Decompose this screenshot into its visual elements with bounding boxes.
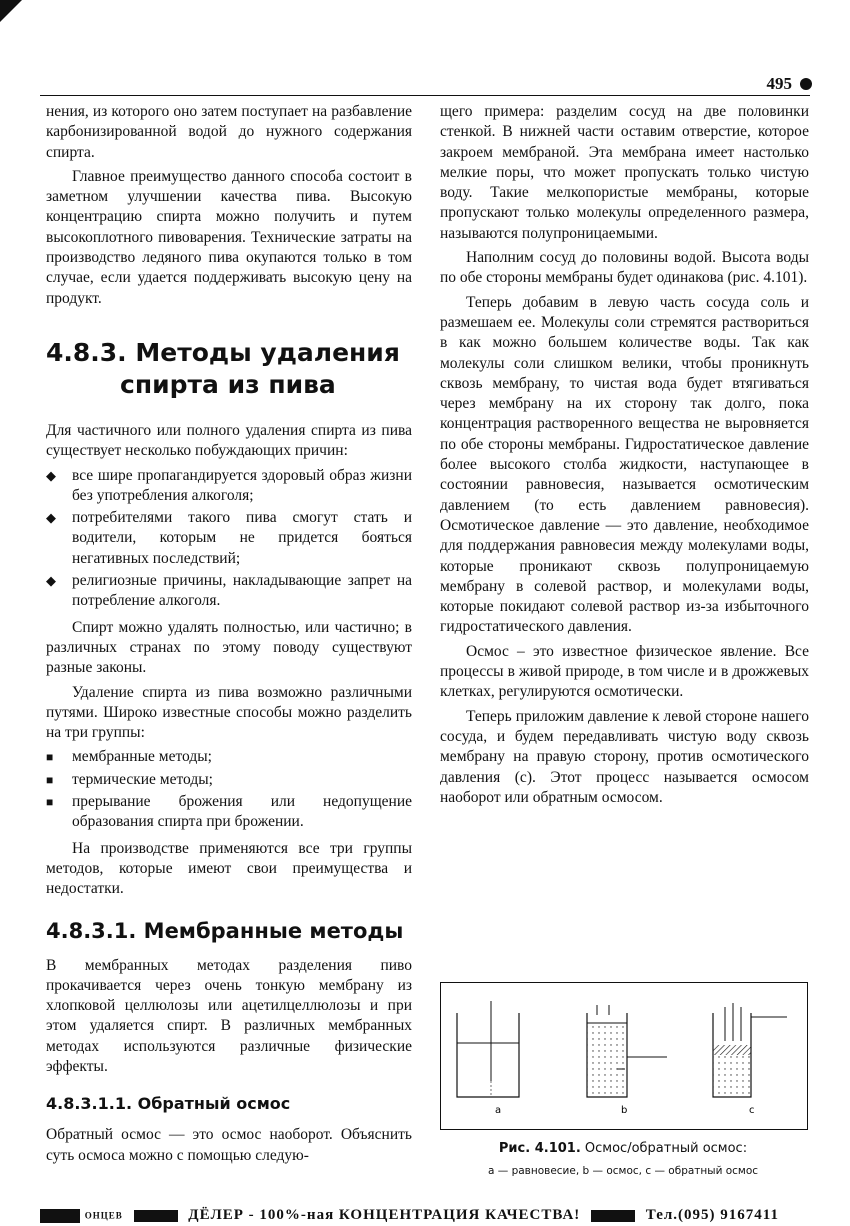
list-item: ■ мембранные методы; (46, 747, 412, 767)
list-item: ■ термические методы; (46, 770, 412, 790)
page-number: 495 (766, 74, 792, 93)
right-column (440, 102, 809, 812)
paragraph: Теперь приложим давление к левой стороне нашего сосуда, и будем передавливать чистую воду сквозь мембрану на правую сторону, против осмотического давления (c). Этот процесс называется осмосом наоборот или обратным осмосом. (440, 707, 809, 806)
footer-phone: Тел.(095) 9167411 (645, 1207, 779, 1224)
figure-number: Рис. 4.101. (498, 1141, 581, 1156)
paragraph: Спирт можно удалять полностью, или частично; в различных странах по этому поводу существуют разные законы. (46, 618, 412, 677)
footer-logo-text: ОНЦЕВ (84, 1210, 123, 1221)
paragraph: В мембранных методах разделения пиво прокачивается через очень тонкую мембрану из хлопковой целлюлозы или ацетилцеллюлозы и при этом удаляется спирт. В различных мембранных методах используются различные физические эффекты. (46, 956, 412, 1075)
diamond-bullet-icon: ◆ (46, 510, 56, 526)
vessel-b (587, 1005, 667, 1097)
paragraph: Теперь добавим в левую часть сосуда соль и размешаем ее. Молекулы соли стремятся раствориться в как можно большем количестве воды. Так как молекулы соли слишком велики, чтобы проникнуть сквозь мембрану, то чистая вода будет втягиваться через мембрану на их сторону так долго, пока концентрация растворенного вещества не выровняется по обе стороны мембраны. Гидростатическое давление более высокого столба жидкости, наступающее в состоянии равновесия, называется осмотическим давлением (то есть давлением равновесия). Осмотическое давление — это давление, необходимое для поддержания равновесия между молекулами воды, которые проникают сквозь полупроницаемую мембрану в солевой раствор, и молекулами воды, которые покидают солевой раствор из-за избыточного гидростатического давления. (440, 293, 809, 636)
square-bullet-icon: ■ (46, 772, 54, 787)
list-item: ◆ потребителями такого пива смогут стать и водители, которым не придется бояться негативных последствий; (46, 509, 412, 567)
osmosis-figure (440, 982, 808, 1130)
section-heading-4-8-3 (46, 337, 412, 401)
left-column (46, 102, 412, 1170)
list-item: ■ прерывание брожения или недопущение образования спирта при брожении. (46, 793, 412, 831)
black-bar (591, 1210, 635, 1222)
section-title-line1: Методы удаления (135, 337, 400, 367)
diamond-bullet-icon: ◆ (46, 467, 56, 483)
paragraph: На производстве применяются все три группы методов, которые имеют свои преимущества и недостатки. (46, 839, 412, 898)
paragraph: нения, из которого оно затем поступает на разбавление карбонизированной водой до нужного содержания спирта. (46, 103, 412, 161)
paragraph: Для частичного или полного удаления спирта из пива существует несколько побуждающих причин: (46, 421, 412, 460)
figure-label-a: a (495, 1105, 502, 1116)
header-rule (40, 95, 810, 96)
vessel-c (713, 1003, 787, 1097)
list-item: ◆ религиозные причины, накладывающие запрет на потребление алкоголя. (46, 572, 412, 610)
figure-label-c: c (749, 1105, 755, 1116)
section-title-line2: спирта из пива (120, 369, 336, 399)
square-bullet-icon: ■ (46, 795, 54, 810)
diamond-bullet-icon: ◆ (46, 573, 56, 589)
square-list (46, 747, 412, 832)
list-item: ◆ все шире пропагандируется здоровый образ жизни без употребления алкоголя; (46, 466, 412, 504)
square-bullet-icon: ■ (46, 750, 54, 765)
section-heading-4-8-3-1: 4.8.3.1. Мембранные методы (46, 918, 404, 943)
vessel-a (457, 1001, 519, 1097)
paragraph: Удаление спирта из пива возможно различными путями. Широко известные способы можно разделить на три группы: (46, 683, 412, 742)
paragraph: щего примера: разделим сосуд на две половинки стенкой. В нижней части оставим отверстие, которое закроем мембраной. Эта мембрана имеет настолько мелкие поры, что может пропускать только чистую воду. Такие мелкопористые мембраны, которые пропускают только молекулы определенного размера, называются полупроницаемыми. (440, 103, 809, 242)
paragraph: Наполним сосуд до половины водой. Высота воды по обе стороны мембраны будет одинакова (рис. 4.101). (440, 249, 809, 287)
diamond-list (46, 466, 412, 612)
figure-title-text: Осмос/обратный осмос: (580, 1141, 748, 1156)
page-dot-icon (800, 78, 812, 90)
figure-legend: а — равновесие, b — осмос, c — обратный осмос (487, 1165, 759, 1177)
figure-title (440, 1140, 806, 1158)
figure-label-b: b (621, 1105, 628, 1116)
osmosis-diagram (441, 983, 807, 1129)
section-number: 4.8.3. (46, 337, 127, 367)
black-bar (134, 1210, 178, 1222)
paragraph: Главное преимущество данного способа состоит в заметном улучшении качества пива. Высокую концентрацию спирта можно получить и путем высокоплотного пивоварения. Технические затраты на производство ледяного пива окупаются только в том случае, если удается поддерживать высокую цену на продукт. (46, 167, 412, 307)
footer-banner (40, 1207, 810, 1225)
corner-mark (0, 0, 22, 22)
figure-caption (440, 1140, 806, 1180)
paragraph: Осмос – это известное физическое явление. Все процессы в живой природе, в том числе и в дрожжевых клетках, регулируются осмотически. (440, 642, 809, 701)
publisher-logo (40, 1209, 80, 1223)
paragraph: Обратный осмос — это осмос наоборот. Объяснить суть осмоса можно с помощью следую- (46, 1126, 412, 1164)
footer-slogan: ДЁЛЕР - 100%-ная КОНЦЕНТРАЦИЯ КАЧЕСТВА! (188, 1207, 581, 1224)
section-heading-4-8-3-1-1: 4.8.3.1.1. Обратный осмос (46, 1094, 291, 1114)
